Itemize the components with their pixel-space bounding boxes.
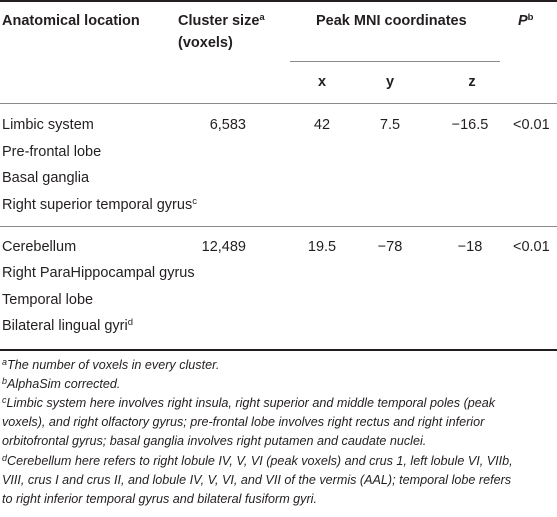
peak-mni-subrule [290, 61, 500, 62]
header-peak-mni-coordinates: Peak MNI coordinates [316, 13, 467, 29]
row1-x: 42 [313, 117, 331, 133]
footnote-c-marker: c [2, 395, 7, 405]
footnote-d-marker: d [2, 453, 8, 463]
row2-y: −78 [377, 239, 403, 255]
row2-location-footnote-marker: d [127, 317, 134, 328]
table-top-rule [0, 0, 557, 2]
row2-x: 19.5 [307, 239, 337, 255]
row1-location-2: Pre-frontal lobe [2, 144, 102, 160]
footnote-a: $^a$The number of voxels in every cluster. [2, 357, 220, 372]
row2-p: <0.01 [513, 239, 550, 255]
footnote-d-line-3: to right inferior temporal gyrus and bilateral fusiform gyri. [2, 492, 317, 506]
row2-location-2: Right ParaHippocampal gyrus [2, 265, 195, 281]
row1-y: 7.5 [379, 117, 401, 133]
row2-location-4: Bilateral lingual gyri$^d$ [2, 317, 134, 334]
header-cluster-size-unit: (voxels) [178, 35, 233, 51]
row1-cluster-size: 6,583 [209, 117, 246, 133]
row1-p: <0.01 [513, 117, 550, 133]
header-p-footnote-marker: b [527, 12, 534, 23]
header-cluster-size: Cluster size$^a$ [178, 12, 265, 29]
header-x: x [317, 74, 327, 90]
footnote-b-marker: b [2, 376, 8, 386]
footnote-c-line-2: voxels), and right olfactory gyrus; pre-frontal lobe involves right rectus and right inferior [2, 415, 485, 429]
header-y: y [385, 74, 395, 90]
footnote-b: $^b$AlphaSim corrected. [2, 376, 121, 391]
footnote-d-line-2: VIII, crus I and crus II, and lobule IV, V, VI, and VII of the vermis (AAL); temporal lobe refers [2, 473, 512, 487]
header-bottom-rule [0, 103, 557, 104]
row2-location-3: Temporal lobe [2, 292, 94, 308]
row1-location-footnote-marker: c [192, 196, 197, 207]
row1-location-4: Right superior temporal gyrus$^c$ [2, 196, 197, 213]
row1-location-3: Basal ganglia [2, 170, 90, 186]
footnote-c-line-1: $^c$Limbic system here involves right insula, right superior and middle temporal poles (peak [2, 395, 496, 410]
row2-cluster-size: 12,489 [201, 239, 246, 255]
footnote-d-line-1: $^d$Cerebellum here refers to right lobule IV, V, VI (peak voxels) and crus 1, left lobule VI, VIIb, [2, 453, 513, 468]
header-z: z [468, 74, 476, 90]
header-anatomical-location: Anatomical location [2, 13, 140, 29]
table-bottom-rule [0, 349, 557, 351]
header-cluster-size-footnote-marker: a [259, 12, 265, 23]
header-p-value: $P^b$ [518, 12, 534, 29]
row-separator-rule [0, 226, 557, 227]
footnote-c-line-3: orbitofrontal gyrus; basal ganglia involves right putamen and caudate nuclei. [2, 434, 427, 448]
row2-location-1: Cerebellum [2, 239, 77, 255]
row1-z: −16.5 [451, 117, 489, 133]
row2-z: −18 [457, 239, 483, 255]
row1-location-1: Limbic system [2, 117, 94, 133]
footnote-a-marker: a [2, 357, 8, 367]
